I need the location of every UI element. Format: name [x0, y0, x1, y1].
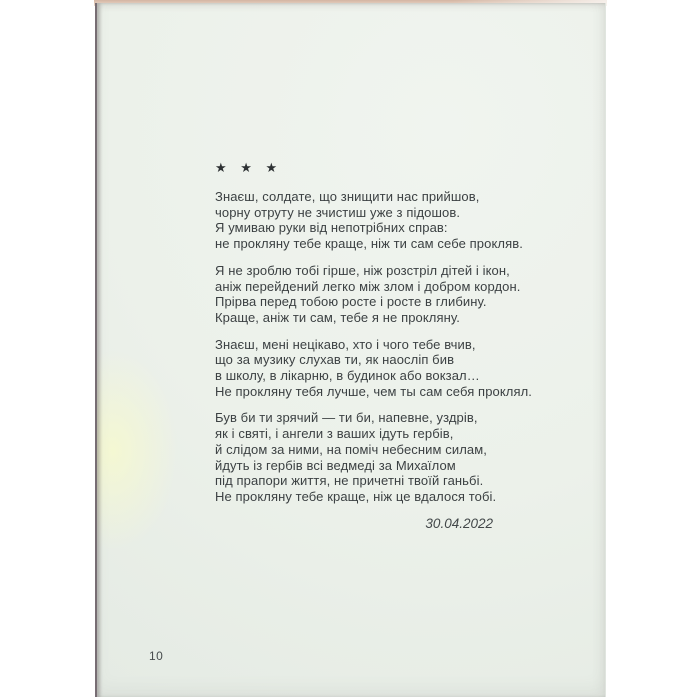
poem-line: Був би ти зрячий — ти би, напевне, уздрів, — [215, 410, 478, 426]
poem-line: Я умиваю руки від непотрібних справ: — [215, 220, 448, 236]
poem-line: Краще, аніж ти сам, тебе я не прокляну. — [215, 309, 460, 325]
poem-line: Знаєш, мені нецікаво, хто і чого тебе вчив, — [215, 336, 476, 352]
poem-line: чорну отруту не зчистиш уже з підошов. — [215, 204, 461, 220]
poem-stanza-4 — [215, 410, 497, 504]
page-number: 10 — [149, 649, 164, 663]
poem-line: аніж перейдений легко між злом і добром кордон. — [215, 278, 521, 294]
poem-stanza-1 — [215, 189, 523, 252]
poem-line: Не прокляну тебя лучше, чем ты сам себя проклял. — [215, 383, 533, 399]
poem-stanza-3 — [215, 336, 533, 400]
poem-line: й слідом за ними, на поміч небесним силам, — [215, 441, 487, 457]
poem-line: не прокляну тебе краще, ніж ти сам себе прокляв. — [215, 236, 523, 252]
poem-stanza-2 — [215, 262, 521, 326]
poem-line: як і святі, і ангели з ваших ідуть гербів, — [215, 426, 454, 442]
book-page — [95, 3, 606, 698]
poem-date: 30.04.2022 — [425, 515, 493, 531]
poem-line: під прапори життя, не причетні твоїй ганьбі. — [215, 473, 484, 489]
poem — [215, 160, 533, 531]
poem-line: що за музику слухав ти, як наосліп бив — [215, 352, 455, 368]
stars-divider: ★ ★ ★ — [215, 160, 283, 175]
poem-line: йдуть із гербів всі ведмеді за Михаїлом — [215, 457, 456, 473]
poem-line: Не прокляну тебе краще, ніж це вдалося тобі. — [215, 488, 497, 504]
poem-line: в школу, в лікарню, в будинок або вокзал… — [215, 368, 480, 384]
poem-line: Знаєш, солдате, що знищити нас прийшов, — [215, 189, 480, 204]
poem-line: Я не зроблю тобі гірше, ніж розстріл дітей і ікон, — [215, 262, 510, 278]
poem-line: Прірва перед тобою росте і росте в глибину. — [215, 294, 487, 310]
